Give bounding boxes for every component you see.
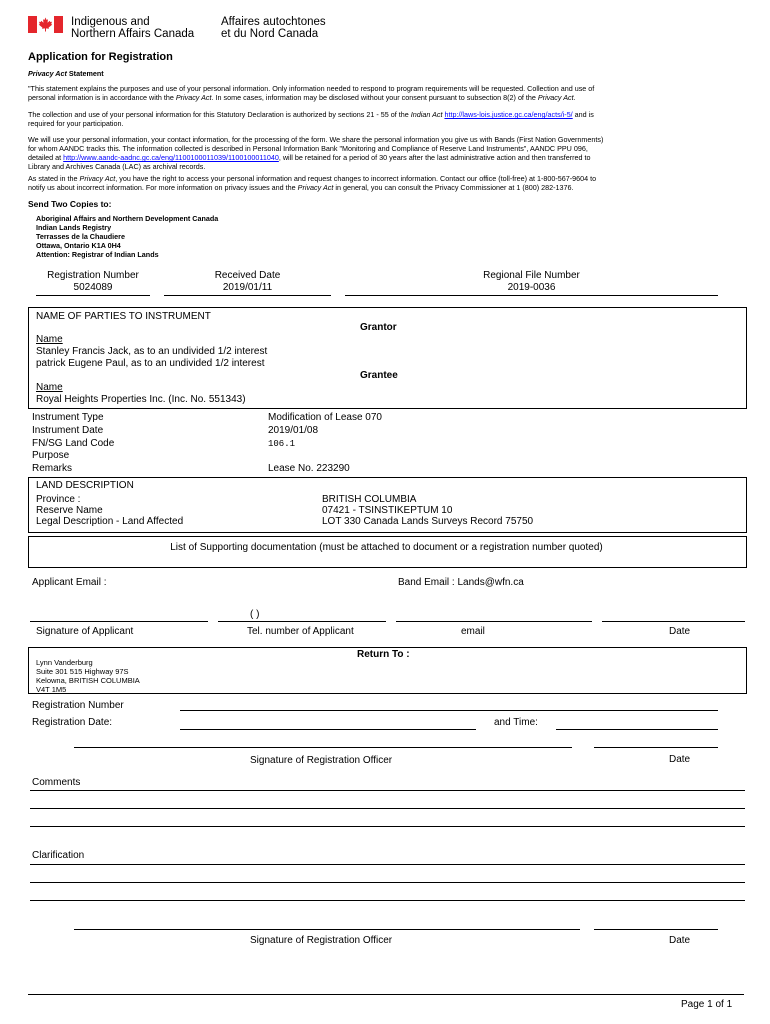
privacy-paragraph-1: "This statement explains the purposes and use of your personal information. Only information needed to respond to program requirements will be requested. Collection and use of personal information is in accordance with the Privacy Act. In some cases, information may be disclosed without your consent pursuant to subsection 8(2) of the Privacy Act. (28, 84, 595, 102)
officer-signature-label: Signature of Registration Officer (250, 755, 393, 766)
privacy-paragraph-3: We will use your personal information, your contact information, for the processing of the form. We share the personal information you give us with Bands (First Nation Governments) for whom AANDC tracks this. The information collected is described in Personal Information Bank "Monitoring and Compliance of Reserve Land Instruments", AANDC PPU 096, detailed at http://www.aandc-aadnc.gc.ca/eng/1100100011039/1100100011040, will be retained for a period of 30 years after the last administrative action and then transferred to Library and Archives Canada (LAC) as archival records. (28, 135, 604, 171)
privacy-paragraph-4: As stated in the Privacy Act, you have the right to access your personal information and request changes to incorrect information. Contact our office (toll-free) at 1-800-567-9604 to notify us about incorrect information. For more information on privacy issues and the Privacy Act in general, you can consult the Privacy Commissioner at 1 (800) 282-1376. (28, 174, 597, 192)
tel-applicant-label: Tel. number of Applicant (247, 626, 354, 637)
officer2-date-label: Date (669, 935, 691, 946)
return-to-address: Lynn Vanderburg Suite 301 515 Highway 97S Kelowna, BRITISH COLUMBIA V4T 1M5 (36, 658, 140, 694)
canada-flag-logo (28, 16, 63, 33)
received-date: Received Date 2019/01/11 (214, 270, 281, 293)
reg-number-label: Registration Number (32, 700, 124, 711)
instrument-values: Modification of Lease 070 2019/01/08 106.1 Lease No. 223290 (268, 412, 382, 475)
officer-date-label: Date (669, 754, 691, 765)
email-label: email (461, 626, 485, 637)
date-label: Date (669, 626, 691, 637)
tel-paren: ( ) (250, 609, 260, 620)
grantee-name: Royal Heights Properties Inc. (Inc. No. 551343) (36, 394, 246, 405)
applicant-email-label: Applicant Email : (32, 577, 107, 588)
grantee-name-label: Name (36, 382, 63, 393)
land-labels: Province : Reserve Name Legal Description - Land Affected (36, 494, 184, 527)
send-address: Aboriginal Affairs and Northern Development Canada Indian Lands Registry Terrasses de la Chaudiere Ottawa, Ontario K1A 0H4 Attention: Registrar of Indian Lands (36, 214, 219, 259)
land-values: BRITISH COLUMBIA 07421 - TSINSTIKEPTUM 10 LOT 330 Canada Lands Surveys Record 75750 (322, 494, 534, 527)
return-to-label: Return To : (357, 649, 410, 660)
page-number: Page 1 of 1 (681, 999, 733, 1010)
grantor-name-label: Name (36, 334, 63, 345)
org-name-en: Indigenous and Northern Affairs Canada (71, 16, 195, 40)
officer2-signature-label: Signature of Registration Officer (250, 935, 393, 946)
privacy-heading: Privacy Act Statement (28, 69, 104, 78)
band-email: Band Email : Lands@wfn.ca (398, 577, 524, 588)
supporting-docs: List of Supporting documentation (must be attached to document or a registration number quoted) (170, 542, 603, 553)
land-heading: LAND DESCRIPTION (36, 480, 134, 491)
page-title: Application for Registration (28, 51, 173, 63)
grantor-label: Grantor (360, 322, 397, 333)
registration-number: Registration Number 5024089 (47, 270, 139, 293)
grantor-names: Stanley Francis Jack, as to an undivided 1/2 interest patrick Eugene Paul, as to an undivided 1/2 interest (36, 346, 268, 369)
grantee-label: Grantee (360, 370, 398, 381)
comments-label: Comments (32, 777, 81, 788)
time-label: and Time: (494, 717, 538, 728)
pib-link[interactable]: http://www.aandc-aadnc.gc.ca/eng/1100100011039/1100100011040 (63, 153, 279, 162)
clarification-label: Clarification (32, 850, 85, 861)
send-heading: Send Two Copies to: (28, 199, 112, 209)
signature-applicant-label: Signature of Applicant (36, 626, 134, 637)
regional-file-number: Regional File Number 2019-0036 (483, 270, 580, 293)
indian-act-link[interactable]: http://laws-lois.justice.gc.ca/eng/acts/i-5/ (444, 110, 573, 119)
privacy-paragraph-2: The collection and use of your personal information for this Statutory Declaration is authorized by sections 21 - 55 of the Indian Act http://laws-lois.justice.gc.ca/eng/acts/i-5/ and is required for your participation. (28, 110, 594, 128)
reg-date-label: Registration Date: (32, 717, 113, 728)
org-name-fr: Affaires autochtones et du Nord Canada (221, 16, 326, 40)
parties-heading: NAME OF PARTIES TO INSTRUMENT (36, 311, 211, 322)
instrument-labels: Instrument Type Instrument Date FN/SG Land Code Purpose Remarks (32, 412, 115, 475)
